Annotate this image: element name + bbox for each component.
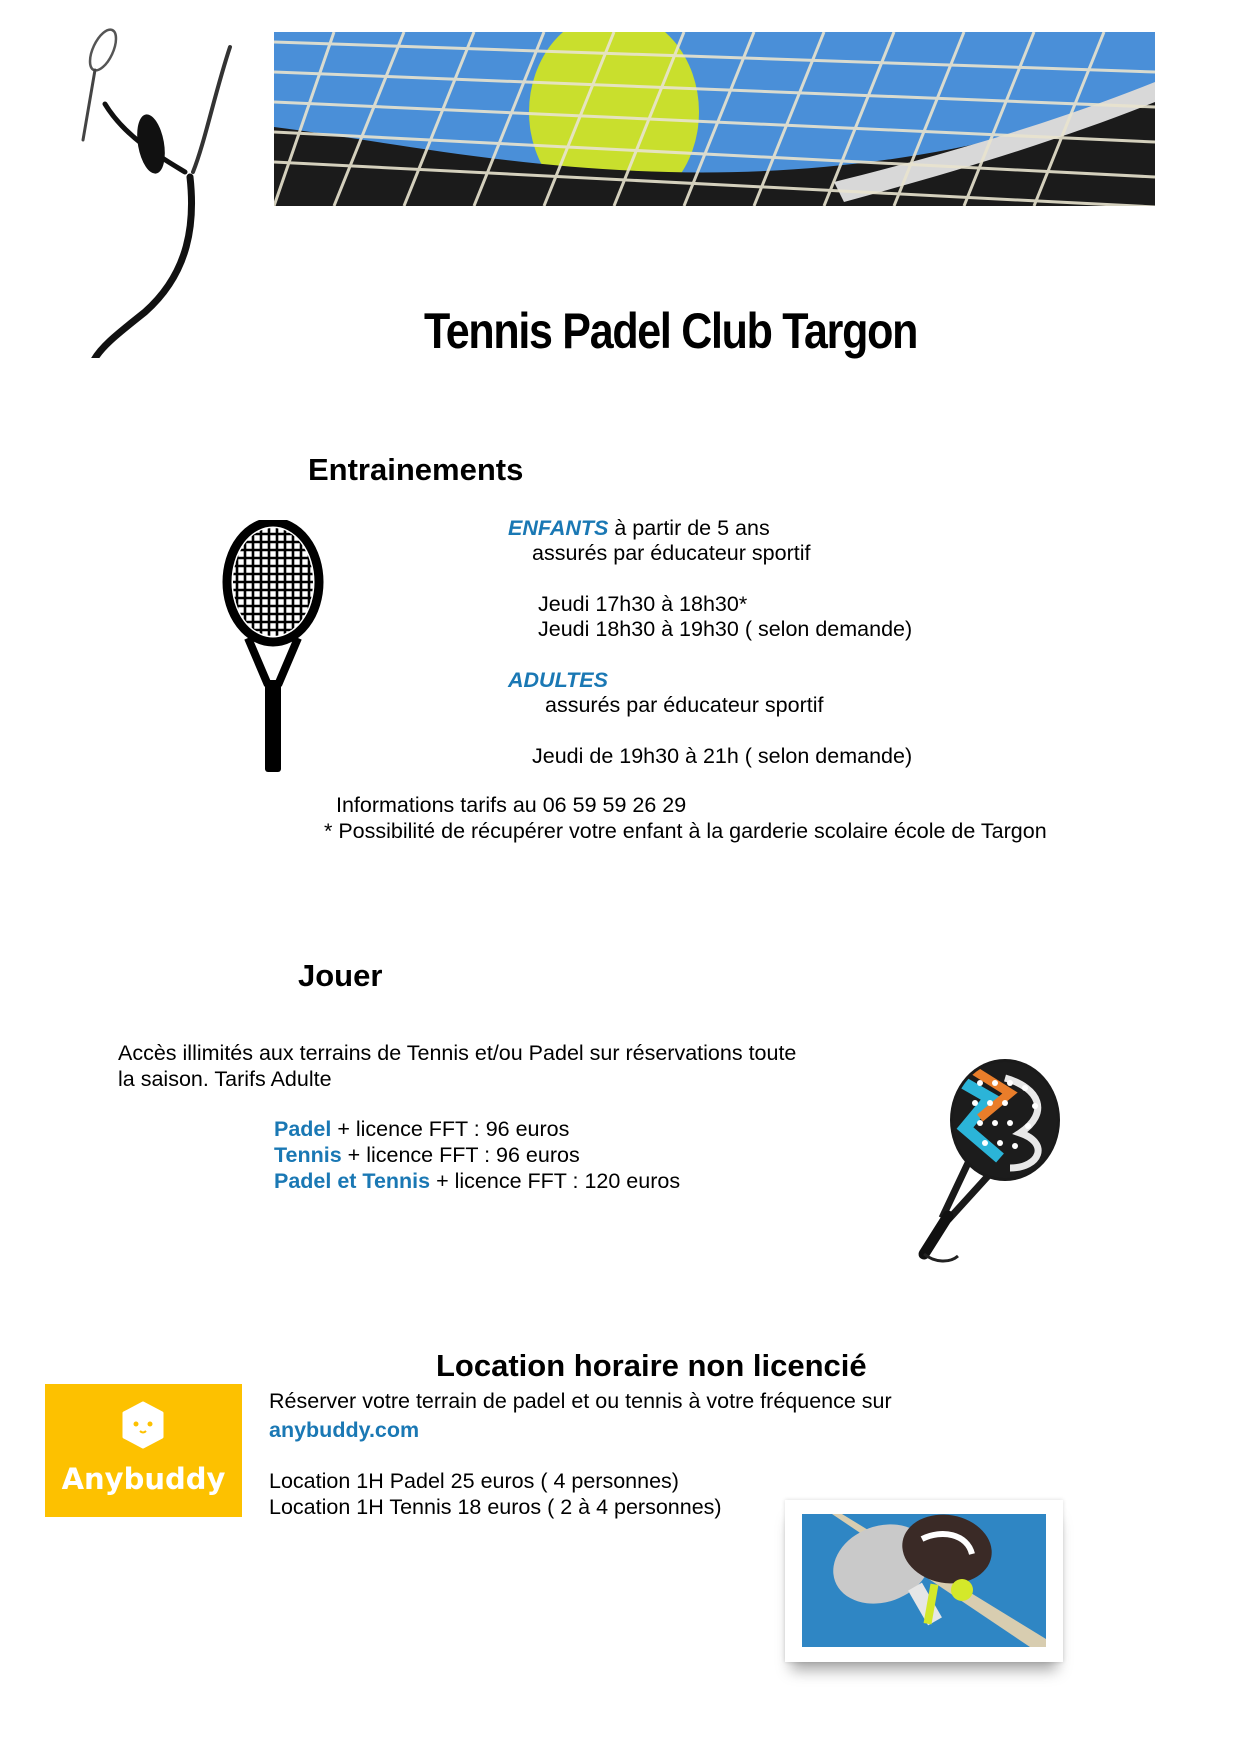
enfants-slot-1: Jeudi 17h30 à 18h30*: [538, 592, 748, 616]
tennis-player-logo: [75, 22, 245, 358]
anybuddy-logo[interactable]: [45, 1384, 242, 1517]
enfants-age: à partir de 5 ans: [608, 516, 770, 540]
adultes-slot: Jeudi de 19h30 à 21h ( selon demande): [532, 744, 913, 768]
section-heading-entrainements: Entrainements: [308, 452, 524, 487]
adultes-label: ADULTES: [508, 668, 608, 692]
jouer-intro-2: la saison. Tarifs Adulte: [118, 1067, 332, 1091]
padel-rackets-photo: [802, 1514, 1046, 1647]
enfants-line: [508, 515, 770, 541]
jouer-intro-1: Accès illimités aux terrains de Tennis et/ou Padel sur réservations toute: [118, 1041, 797, 1065]
page-title: Tennis Padel Club Targon: [424, 303, 918, 359]
price-row: Padel + licence FFT : 96 euros: [274, 1117, 570, 1141]
anybuddy-link[interactable]: anybuddy.com: [269, 1418, 420, 1442]
padel-racket-image: [910, 1058, 1070, 1266]
anybuddy-logo-text: Anybuddy: [61, 1462, 226, 1496]
padel-photo-frame: [785, 1500, 1063, 1662]
enfants-slot-2: Jeudi 18h30 à 19h30 ( selon demande): [538, 617, 913, 641]
price-row: Padel et Tennis + licence FFT : 120 euros: [274, 1169, 681, 1193]
reserve-text: Réserver votre terrain de padel et ou tennis à votre fréquence sur: [269, 1389, 892, 1413]
enfants-label: ENFANTS: [508, 516, 609, 540]
adultes-assures: assurés par éducateur sportif: [545, 693, 824, 717]
garderie-note: * Possibilité de récupérer votre enfant à la garderie scolaire école de Targon: [324, 819, 1047, 843]
tennis-banner-image: [274, 32, 1155, 206]
padel-rate: Location 1H Padel 25 euros ( 4 personnes): [269, 1469, 679, 1493]
info-tarifs: Informations tarifs au 06 59 59 26 29: [336, 793, 687, 817]
tennis-racket-icon: [222, 520, 324, 776]
price-row: Tennis + licence FFT : 96 euros: [274, 1143, 580, 1167]
anybuddy-face-icon: [119, 1401, 167, 1449]
tennis-rate: Location 1H Tennis 18 euros ( 2 à 4 personnes): [269, 1495, 722, 1519]
section-heading-location: Location horaire non licencié: [436, 1348, 867, 1383]
enfants-assures: assurés par éducateur sportif: [532, 541, 811, 565]
section-heading-jouer: Jouer: [298, 958, 383, 993]
